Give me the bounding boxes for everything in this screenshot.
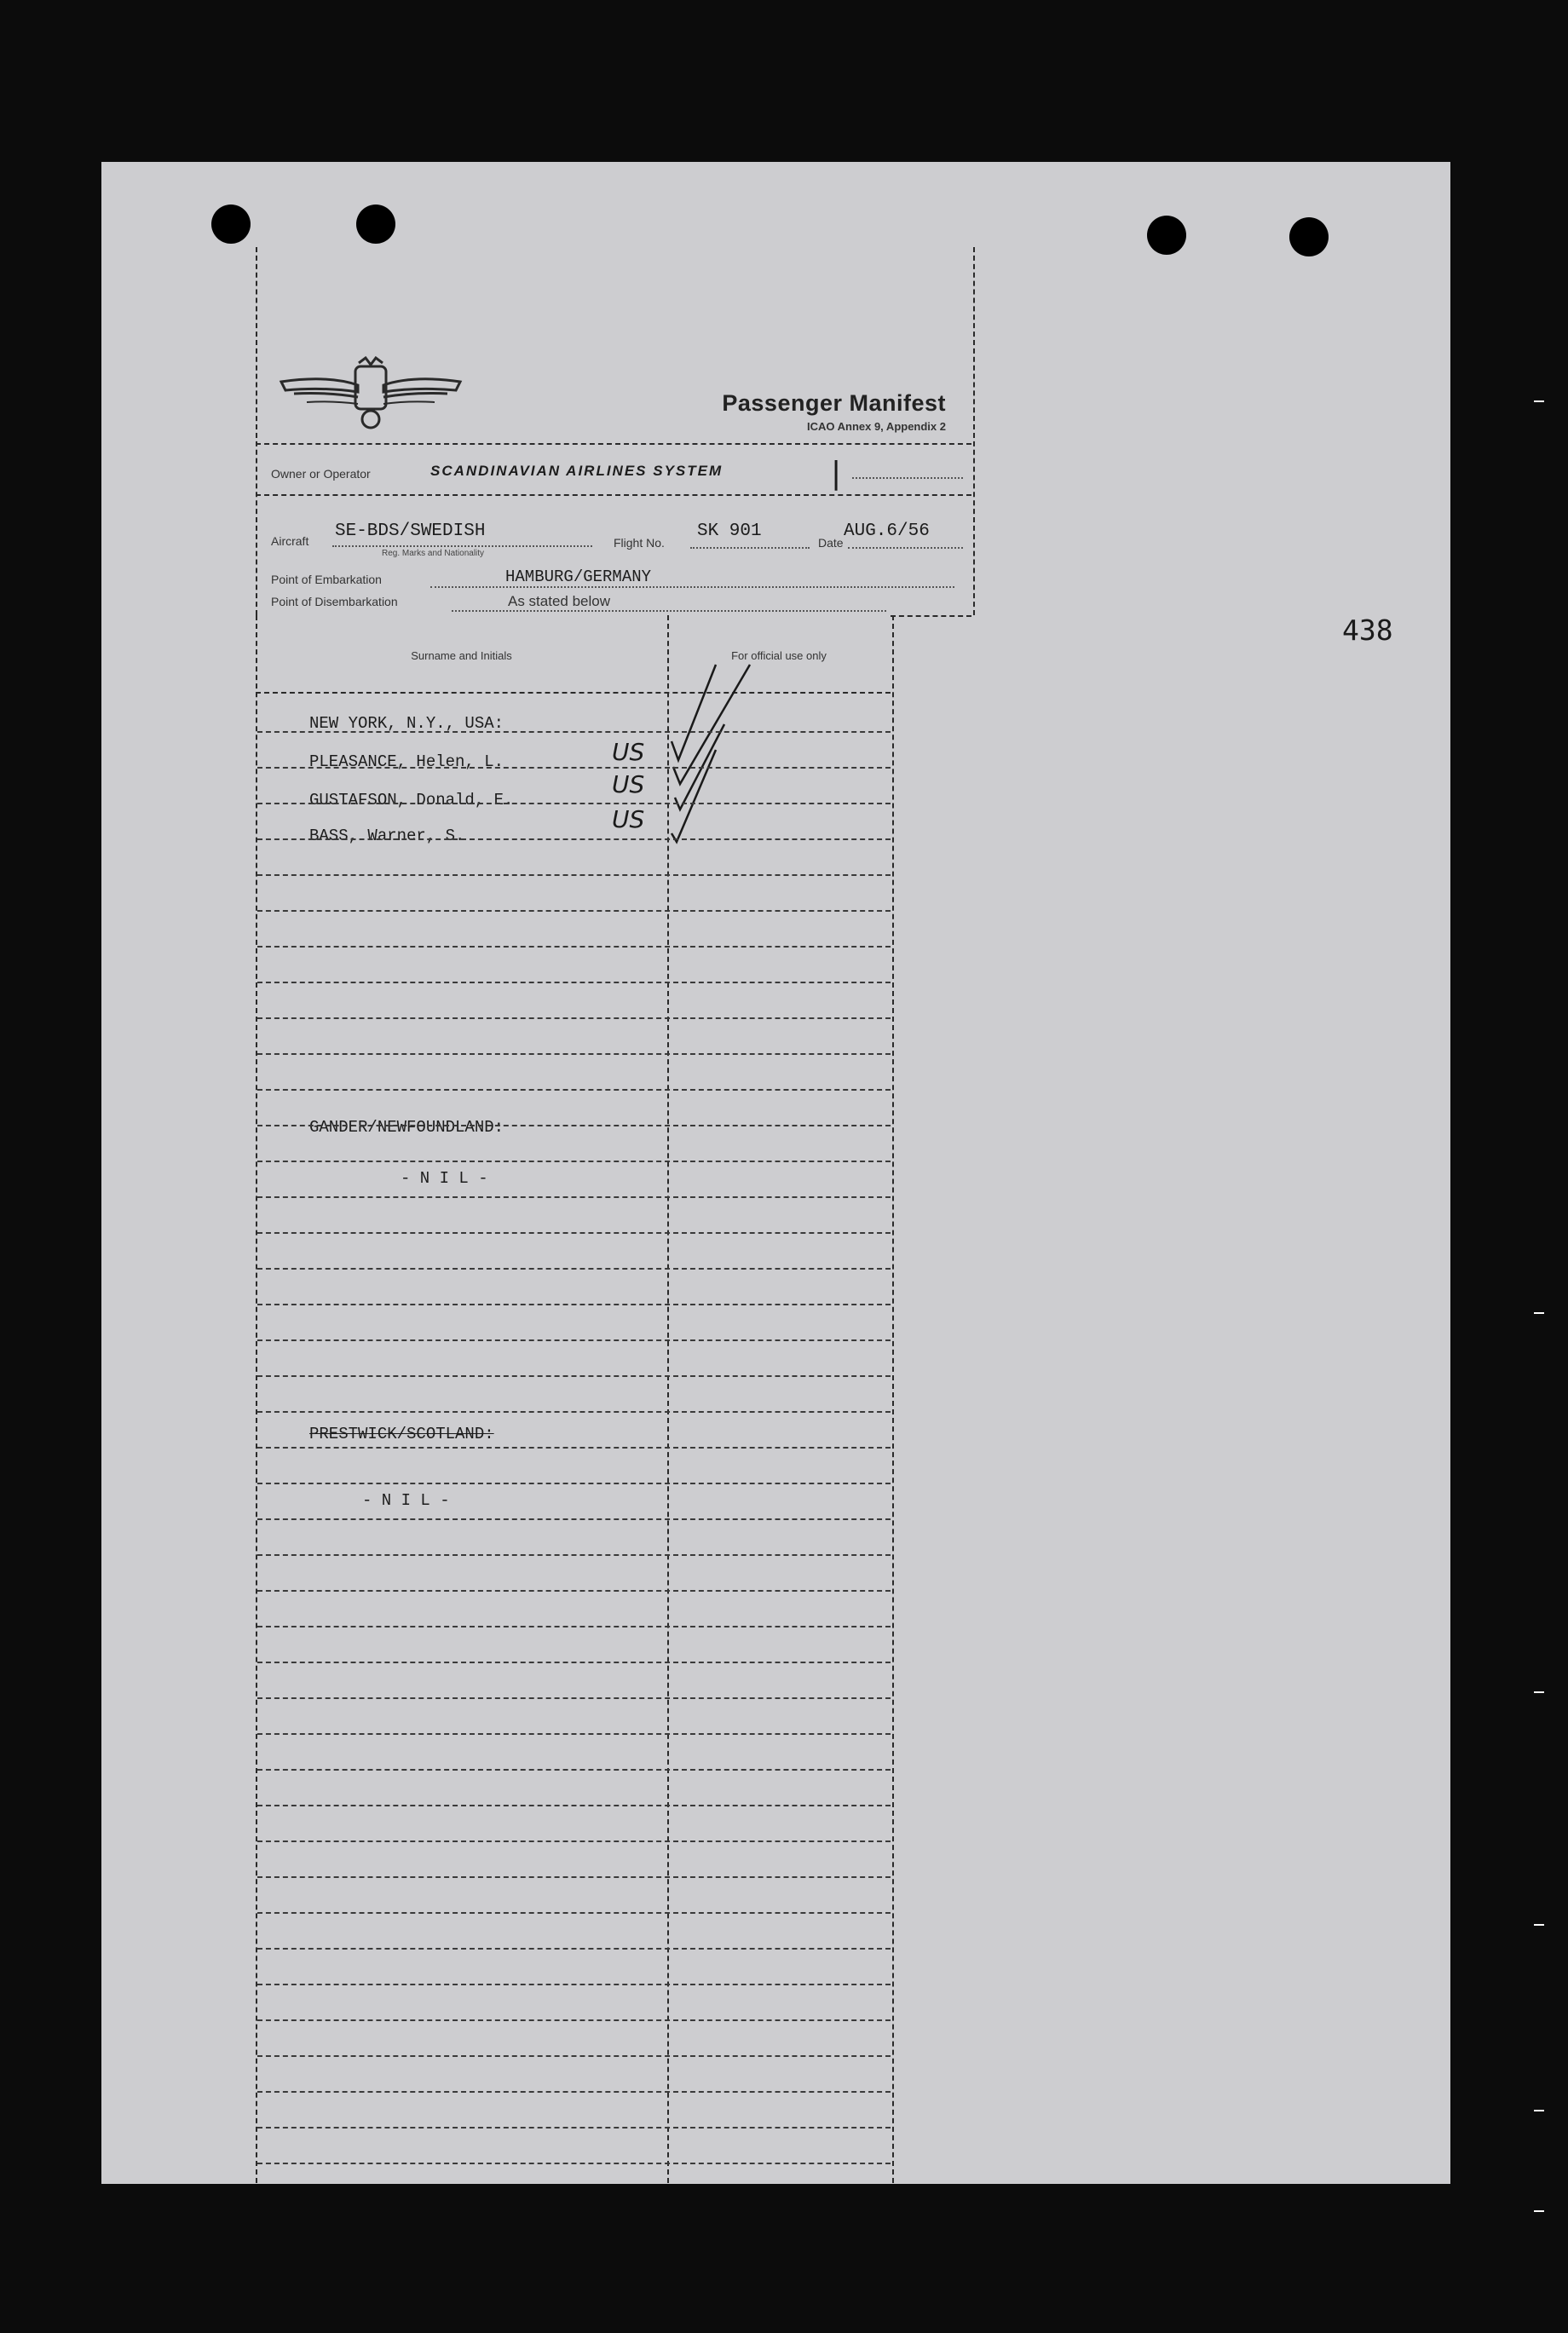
table-row: [257, 1876, 891, 1878]
table-row: [257, 1483, 891, 1484]
disembarkation-label: Point of Disembarkation: [271, 595, 398, 608]
pen-mark: |: [831, 456, 842, 491]
fill-line: [852, 477, 963, 479]
table-row: [257, 1626, 891, 1627]
flight-label: Flight No.: [614, 536, 665, 550]
list-item: BASS, Warner, S.: [309, 827, 465, 845]
table-row: [257, 2019, 891, 2021]
table-row: [257, 1662, 891, 1663]
table-row: [257, 838, 891, 840]
table-row: [257, 1053, 891, 1055]
table-row: [257, 1268, 891, 1270]
table-row: [257, 1912, 891, 1914]
table-row: [257, 982, 891, 983]
surname-column-header: Surname and Initials: [411, 649, 512, 662]
table-row: [257, 1733, 891, 1735]
table-row: [257, 1232, 891, 1234]
punch-hole: [1147, 216, 1186, 255]
punch-hole: [211, 204, 251, 244]
table-row: [257, 1196, 891, 1198]
table-row: [257, 2091, 891, 2093]
flight-value: SK 901: [697, 521, 762, 541]
date-value: AUG.6/56: [844, 521, 930, 541]
table-row: [257, 803, 891, 804]
edge-mark: [1534, 1924, 1544, 1926]
table-row: [257, 1125, 891, 1126]
airline-logo-icon: [277, 356, 464, 433]
stop-value: - N I L -: [362, 1491, 450, 1510]
nationality-mark: US: [612, 738, 645, 766]
table-row: [257, 1697, 891, 1699]
table-row: [257, 1769, 891, 1771]
table-row: [257, 1447, 891, 1449]
fill-line: [430, 586, 954, 588]
official-use-column-header: For official use only: [731, 649, 827, 662]
stop-value: - N I L -: [401, 1169, 488, 1188]
manifest-subtitle: ICAO Annex 9, Appendix 2: [806, 420, 946, 433]
table-row: [257, 1375, 891, 1377]
fill-line: [848, 547, 963, 549]
embarkation-value: HAMBURG/GERMANY: [505, 567, 652, 586]
date-label: Date: [818, 536, 844, 550]
stop-heading: PRESTWICK/SCOTLAND:: [309, 1425, 494, 1443]
page-number: 438: [1342, 613, 1393, 647]
table-row: [257, 731, 891, 733]
table-row: [257, 1161, 891, 1162]
owner-label: Owner or Operator: [271, 467, 371, 481]
edge-mark: [1534, 1312, 1544, 1314]
edge-mark: [1534, 400, 1544, 402]
fill-line: [690, 547, 810, 549]
table-row: [257, 946, 891, 948]
disembarkation-value: As stated below: [508, 593, 611, 609]
manifest-title: Passenger Manifest: [722, 390, 946, 416]
list-item: PLEASANCE, Helen, L.: [309, 752, 504, 771]
edge-mark: [1534, 2110, 1544, 2111]
divider: [256, 494, 971, 496]
table-row: [257, 1840, 891, 1842]
table-row: [257, 874, 891, 876]
table-header-rule: [256, 692, 891, 694]
aircraft-label: Aircraft: [271, 534, 309, 548]
table-row: [257, 1805, 891, 1806]
list-item: NEW YORK, N.Y., USA:: [309, 714, 504, 733]
table-row: [257, 1339, 891, 1341]
check-marks-icon: [656, 648, 775, 852]
table-row: [257, 767, 891, 769]
aircraft-value: SE-BDS/SWEDISH: [335, 521, 486, 541]
nationality-mark: US: [612, 805, 645, 833]
punch-hole: [1289, 217, 1329, 256]
table-row: [257, 1304, 891, 1305]
table-row: [257, 910, 891, 912]
divider: [256, 443, 971, 445]
table-row: [257, 1518, 891, 1520]
fill-line: [332, 545, 592, 547]
owner-value: SCANDINAVIAN AIRLINES SYSTEM: [430, 463, 723, 479]
table-row: [257, 1984, 891, 1985]
divider: [891, 615, 971, 617]
table-row: [257, 2055, 891, 2057]
aircraft-note: Reg. Marks and Nationality: [382, 549, 485, 558]
list-item: GUSTAFSON, Donald, E.: [309, 791, 514, 809]
punch-hole: [356, 204, 395, 244]
table-row: [257, 1590, 891, 1592]
nationality-mark: US: [612, 770, 645, 798]
table-row: [257, 1017, 891, 1019]
table-row: [257, 1948, 891, 1950]
edge-mark: [1534, 2210, 1544, 2212]
table-row: [257, 1411, 891, 1413]
embarkation-label: Point of Embarkation: [271, 573, 382, 586]
stop-heading: GANDER/NEWFOUNDLAND:: [309, 1118, 504, 1137]
edge-mark: [1534, 1691, 1544, 1693]
table-row: [257, 1089, 891, 1091]
table-row: [257, 2163, 891, 2164]
fill-line: [452, 610, 886, 612]
table-row: [257, 2127, 891, 2129]
table-row: [257, 1554, 891, 1556]
